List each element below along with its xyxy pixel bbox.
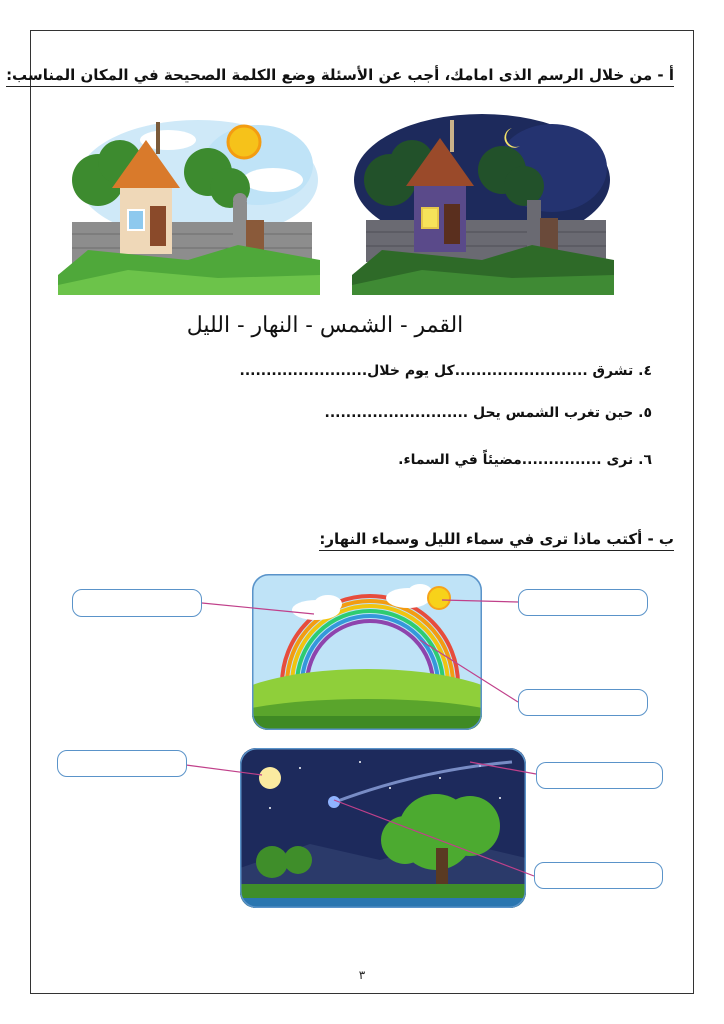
- answer-box-night-right-top[interactable]: [536, 762, 663, 789]
- answer-box-day-right-bottom[interactable]: [518, 689, 648, 716]
- answer-box-day-left[interactable]: [72, 589, 202, 617]
- answer-box-day-right-top[interactable]: [518, 589, 648, 616]
- answer-box-night-right-bottom[interactable]: [534, 862, 663, 889]
- section-b-heading: ب - أكتب ماذا ترى في سماء الليل وسماء النهار:: [319, 530, 674, 551]
- word-bank: القمر - الشمس - النهار - الليل: [186, 313, 464, 338]
- section-a-heading: أ - من خلال الرسم الذى امامك، أجب عن الأسئلة وضع الكلمة الصحيحة في المكان المناسب:: [6, 66, 674, 87]
- question-5: ٥. حين تغرب الشمس يحل ...........................: [324, 405, 652, 421]
- page-number: ٣: [358, 968, 366, 982]
- answer-box-night-left[interactable]: [57, 750, 187, 777]
- question-6: ٦. نرى ...............مضيئاً في السماء.: [398, 452, 652, 468]
- question-4: ٤. تشرق .........................كل يوم خلال........................: [239, 363, 652, 379]
